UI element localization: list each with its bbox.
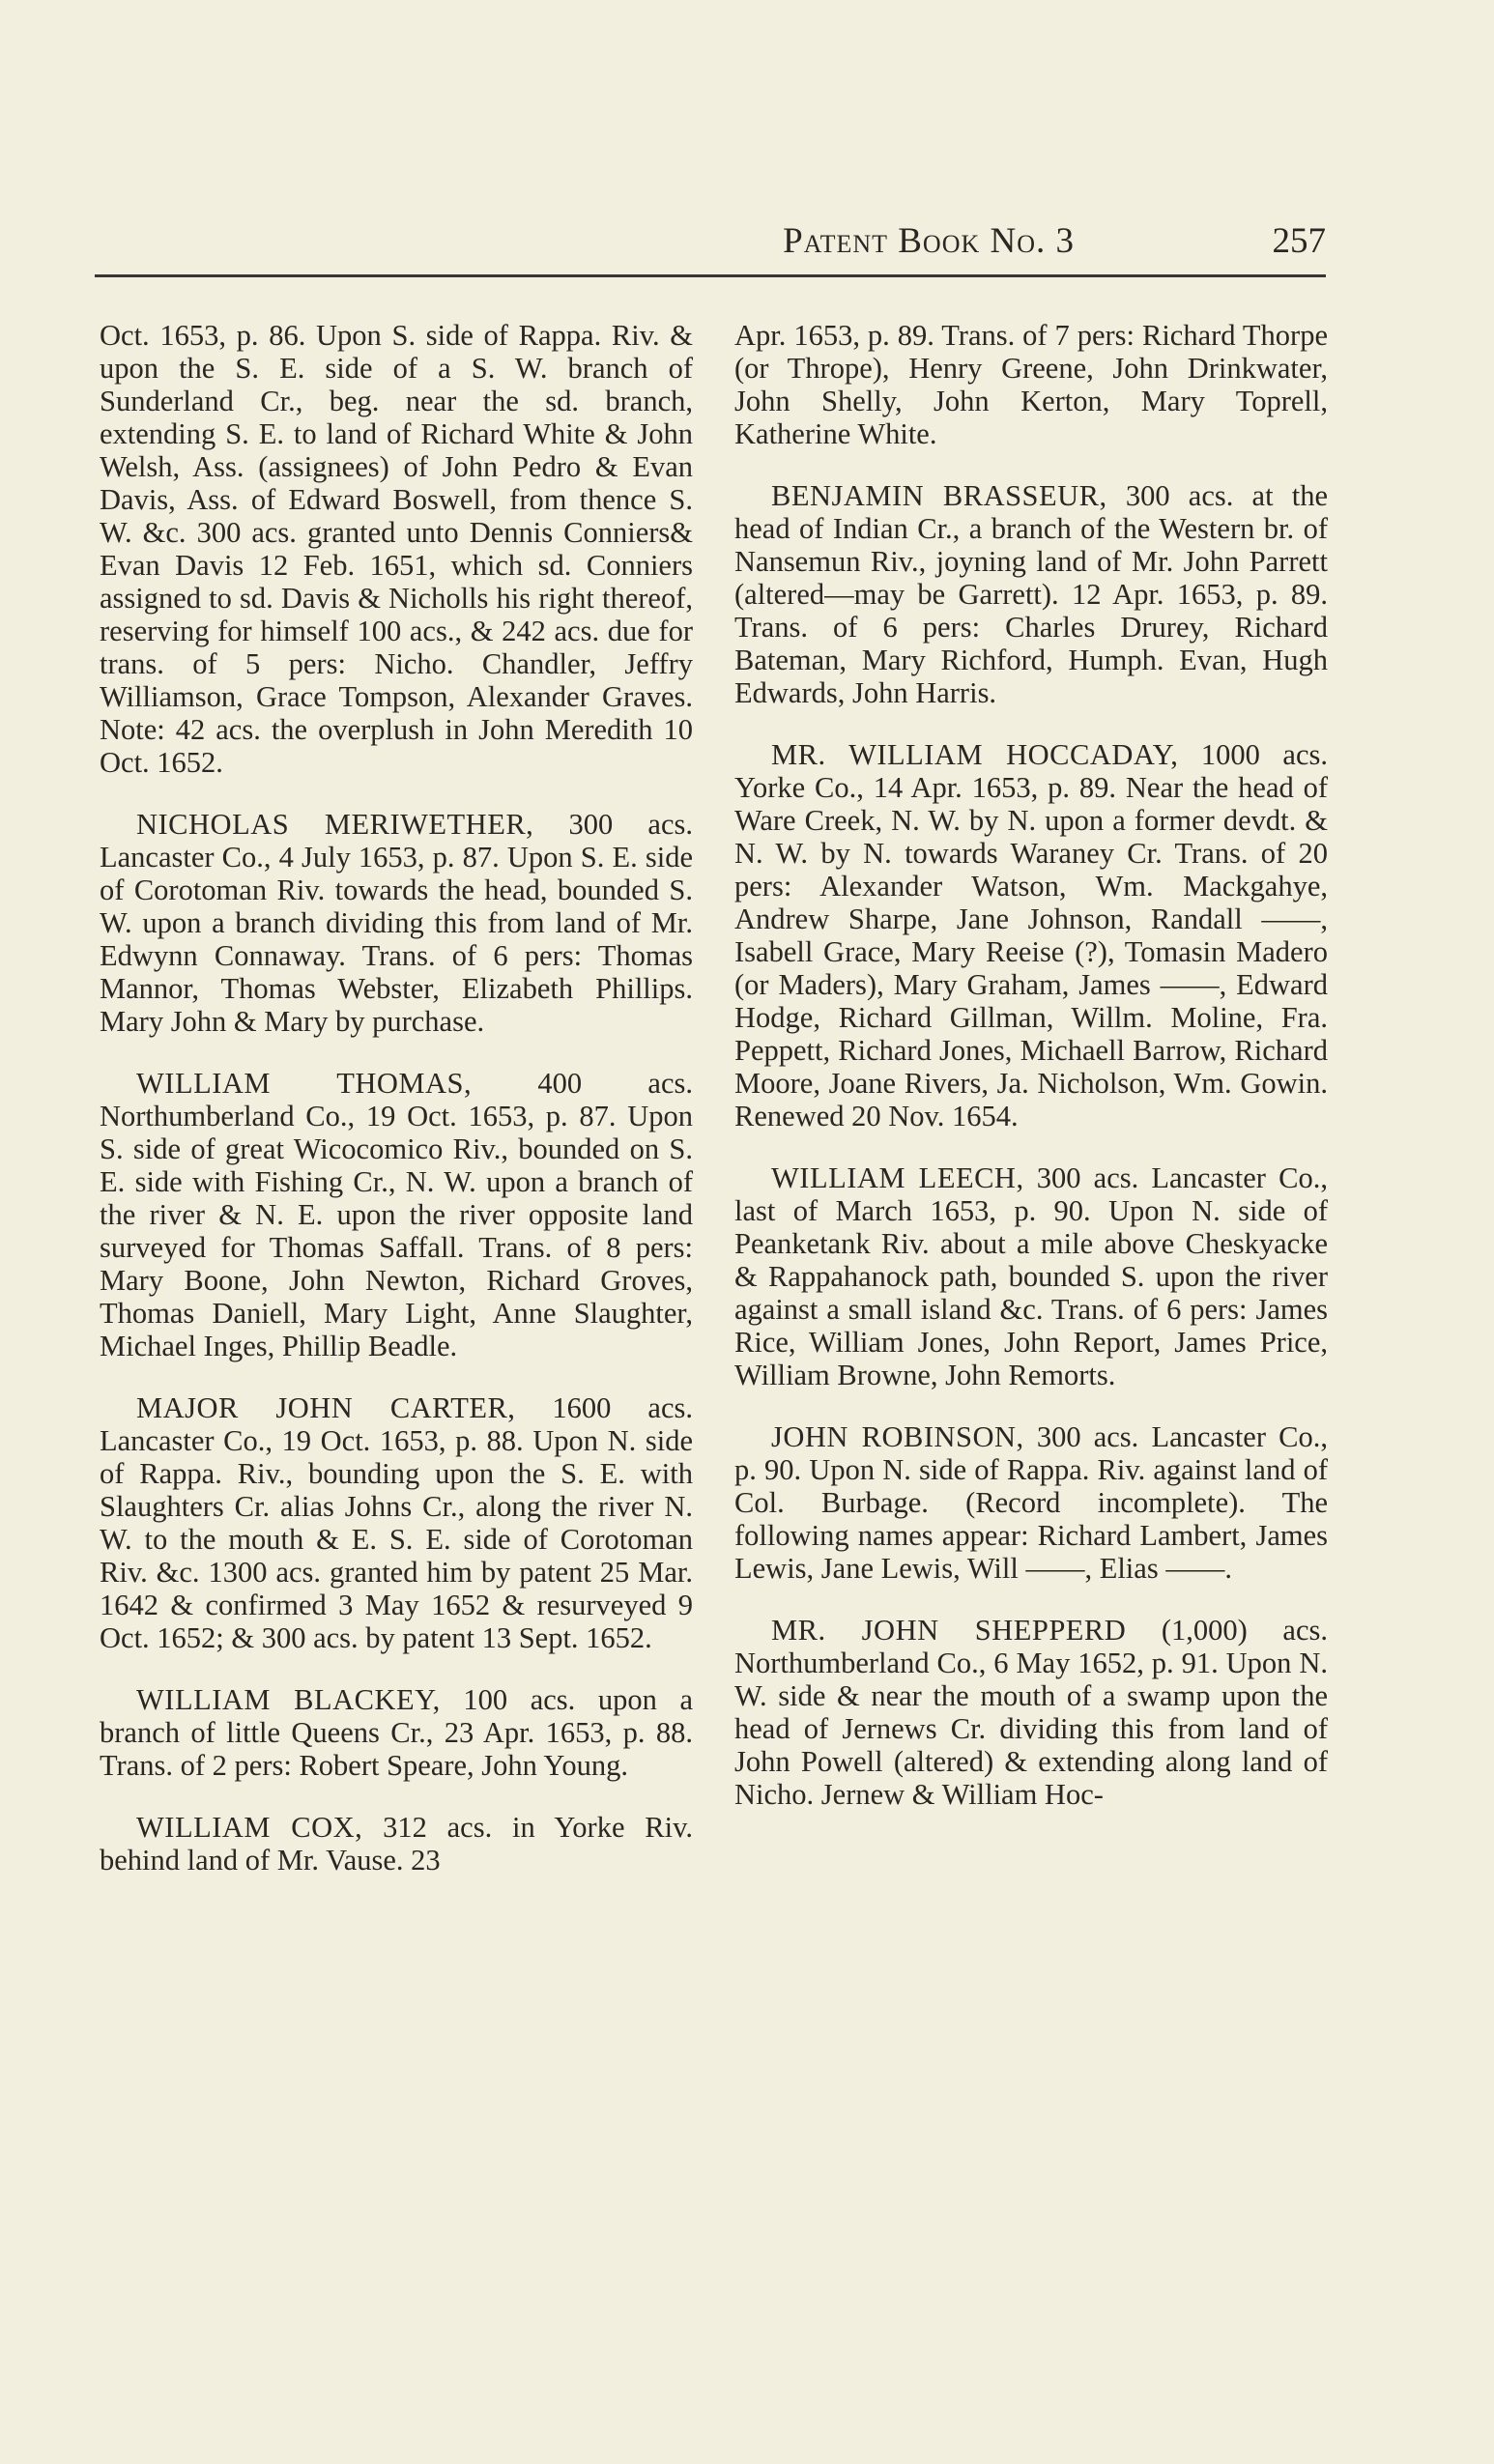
entry: MR. WILLIAM HOCCADAY, 1000 acs. Yorke Co., 14 Apr. 1653, p. 89. Near the head of Ware Creek, N. W. by N. upon a former devdt. & N. W. by N. towards Waraney Cr. Trans. of 20 pers: Alexander Watson, Wm. Mackgahye, Andrew Sharpe, Jane Johnson, Randall ——, Isabell Grace, Mary Reeise (?), Tomasin Madero (or Maders), Mary Graham, James ——, Edward Hodge, Richard Gillman, Willm. Moline, Fra. Peppett, Richard Jones, Michaell Barrow, Richard Moore, Joane Rivers, Ja. Nicholson, Wm. Gowin. Renewed 20 Nov. 1654. <box>734 738 1328 1132</box>
entry-name: MR. JOHN SHEPPERD <box>771 1614 1127 1647</box>
entry-name: WILLIAM THOMAS, <box>136 1067 473 1100</box>
entry-name: WILLIAM LEECH, <box>771 1161 1024 1194</box>
entry-name: WILLIAM BLACKEY, <box>136 1683 441 1716</box>
entry-name: MAJOR JOHN CARTER, <box>136 1391 516 1424</box>
entry: WILLIAM COX, 312 acs. in Yorke Riv. behind land of Mr. Vause. 23 <box>100 1811 693 1877</box>
entry: NICHOLAS MERIWETHER, 300 acs. Lancaster Co., 4 July 1653, p. 87. Upon S. E. side of Corotoman Riv. towards the head, bounded S. W. upon a branch dividing this from land of Mr. Edwynn Connaway. Trans. of 6 pers: Thomas Mannor, Thomas Webster, Elizabeth Phillips. Mary John & Mary by purchase. <box>100 808 693 1038</box>
entry-name: MR. WILLIAM HOCCADAY, <box>771 738 1179 771</box>
entry-name: JOHN ROBINSON, <box>771 1420 1024 1453</box>
entry-name: BENJAMIN BRASSEUR, <box>771 479 1107 512</box>
left-column <box>100 319 693 1905</box>
running-title: Patent Book No. 3 <box>783 221 1075 261</box>
entry: WILLIAM LEECH, 300 acs. Lancaster Co., last of March 1653, p. 90. Upon N. side of Peanketank Riv. about a mile above Cheskyacke & Rappahanock path, bounded S. upon the river against a small island &c. Trans. of 6 pers: James Rice, William Jones, John Report, James Price, William Browne, John Remorts. <box>734 1161 1328 1391</box>
entry: BENJAMIN BRASSEUR, 300 acs. at the head of Indian Cr., a branch of the Western br. of Nansemun Riv., joyning land of Mr. John Parrett (altered—may be Garrett). 12 Apr. 1653, p. 89. Trans. of 6 pers: Charles Drurey, Richard Bateman, Mary Richford, Humph. Evan, Hugh Edwards, John Harris. <box>734 479 1328 709</box>
entry-name: WILLIAM COX, <box>136 1811 363 1844</box>
entry-continued: Apr. 1653, p. 89. Trans. of 7 pers: Richard Thorpe (or Thrope), Henry Greene, John Drinkwater, John Shelly, John Kerton, Mary Toprell, Katherine White. <box>734 319 1328 450</box>
entry: WILLIAM THOMAS, 400 acs. Northumberland Co., 19 Oct. 1653, p. 87. Upon S. side of great Wicocomico Riv., bounded on S. E. side with Fishing Cr., N. W. upon a branch of the river & N. E. upon the river opposite land surveyed for Thomas Saffall. Trans. of 8 pers: Mary Boone, John Newton, Richard Groves, Thomas Daniell, Mary Light, Anne Slaughter, Michael Inges, Phillip Beadle. <box>100 1067 693 1362</box>
page-number: 257 <box>1272 221 1326 261</box>
entry: WILLIAM BLACKEY, 100 acs. upon a branch of little Queens Cr., 23 Apr. 1653, p. 88. Trans. of 2 pers: Robert Speare, John Young. <box>100 1683 693 1782</box>
entry-name: NICHOLAS MERIWETHER, <box>136 808 534 841</box>
entry: JOHN ROBINSON, 300 acs. Lancaster Co., p. 90. Upon N. side of Rappa. Riv. against land of Col. Burbage. (Record incomplete). The following names appear: Richard Lambert, James Lewis, Jane Lewis, Will ——, Elias ——. <box>734 1420 1328 1585</box>
page-header <box>95 215 1326 277</box>
entry: MR. JOHN SHEPPERD (1,000) acs. Northumberland Co., 6 May 1652, p. 91. Upon N. W. side & near the mouth of a swamp upon the head of Jernews Cr. dividing this from land of John Powell (altered) & extending along land of Nicho. Jernew & William Hoc- <box>734 1614 1328 1811</box>
entry: MAJOR JOHN CARTER, 1600 acs. Lancaster Co., 19 Oct. 1653, p. 88. Upon N. side of Rappa. Riv., bounding upon the S. E. with Slaughters Cr. alias Johns Cr., along the river N. W. to the mouth & E. S. E. side of Corotoman Riv. &c. 1300 acs. granted him by patent 25 Mar. 1642 & confirmed 3 May 1652 & resurveyed 9 Oct. 1652; & 300 acs. by patent 13 Sept. 1652. <box>100 1391 693 1654</box>
right-column <box>734 319 1328 1840</box>
entry-continued: Oct. 1653, p. 86. Upon S. side of Rappa. Riv. & upon the S. E. side of a S. W. branch of Sunderland Cr., beg. near the sd. branch, extending S. E. to land of Richard White & John Welsh, Ass. (assignees) of John Pedro & Evan Davis, Ass. of Edward Boswell, from thence S. W. &c. 300 acs. granted unto Dennis Conniers& Evan Davis 12 Feb. 1651, which sd. Conniers assigned to sd. Davis & Nicholls his right thereof, reserving for himself 100 acs., & 242 acs. due for trans. of 5 pers: Nicho. Chandler, Jeffry Williamson, Grace Tompson, Alexander Graves. Note: 42 acs. the overplush in John Meredith 10 Oct. 1652. <box>100 319 693 779</box>
